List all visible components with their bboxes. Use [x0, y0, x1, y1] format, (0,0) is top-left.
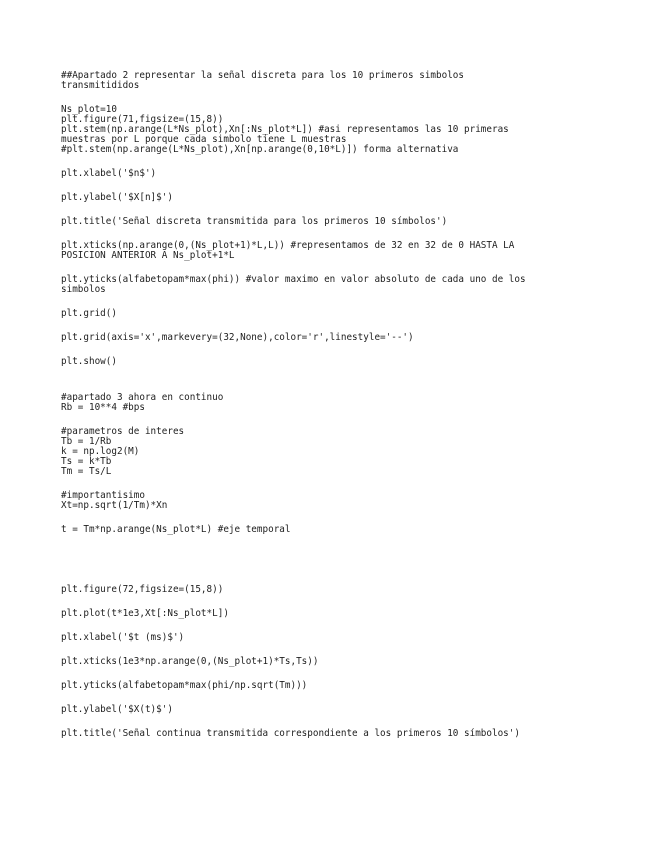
grid-line: plt.grid()	[61, 308, 117, 319]
xlabel-t-line: plt.xlabel('$t (ms)$')	[61, 632, 185, 643]
xt-block: #importantisimo Xt=np.sqrt(1/Tm)*Xn	[61, 490, 168, 511]
xticks-line: plt.xticks(np.arange(0,(Ns_plot+1)*L,L)) #representamos de 32 en 32 de 0 HASTA LA POSICION ANTERIOR A Ns_plot+1*L	[61, 240, 515, 261]
title-line: plt.title('Señal discreta transmitida para los primeros 10 símbolos')	[61, 216, 448, 227]
grid-axis-line: plt.grid(axis='x',markevery=(32,None),color='r',linestyle='--')	[61, 332, 414, 343]
code-listing	[61, 71, 621, 739]
comment-apartado-2: ##Apartado 2 representar la señal discreta para los 10 primeros simbolos transmitididos	[61, 70, 464, 91]
figure-71-stem-block: Ns_plot=10 plt.figure(71,figsize=(15,8)) plt.stem(np.arange(L*Ns_plot),Xn[:Ns_plot*L]) #asi representamos las 10 primeras muestras por L porque cada simbolo tiene L muestras #plt.stem(np.arange(L*Ns_plot),Xn[np.arange(0,10*L)]) forma alternativa	[61, 104, 509, 155]
ylabel-xt-line: plt.ylabel('$X(t)$')	[61, 704, 173, 715]
yticks-line: plt.yticks(alfabetopam*max(phi)) #valor maximo en valor absoluto de cada uno de los simbolos	[61, 274, 526, 295]
show-line: plt.show()	[61, 356, 117, 367]
plot-line: plt.plot(t*1e3,Xt[:Ns_plot*L])	[61, 608, 229, 619]
ylabel-line: plt.ylabel('$X[n]$')	[61, 192, 173, 203]
title-continua-line: plt.title('Señal continua transmitida correspondiente a los primeros 10 símbolos')	[61, 728, 520, 739]
parameters-block: #parametros de interes Tb = 1/Rb k = np.log2(M) Ts = k*Tb Tm = Ts/L	[61, 426, 185, 477]
xticks-t-line: plt.xticks(1e3*np.arange(0,(Ns_plot+1)*Ts,Ts))	[61, 656, 319, 667]
xlabel-line: plt.xlabel('$n$')	[61, 168, 157, 179]
yticks-t-line: plt.yticks(alfabetopam*max(phi/np.sqrt(Tm)))	[61, 680, 308, 691]
time-axis-line: t = Tm*np.arange(Ns_plot*L) #eje temporal	[61, 524, 291, 535]
figure-72-line: plt.figure(72,figsize=(15,8))	[61, 584, 224, 595]
comment-apartado-3: #apartado 3 ahora en continuo Rb = 10**4 #bps	[61, 392, 224, 413]
